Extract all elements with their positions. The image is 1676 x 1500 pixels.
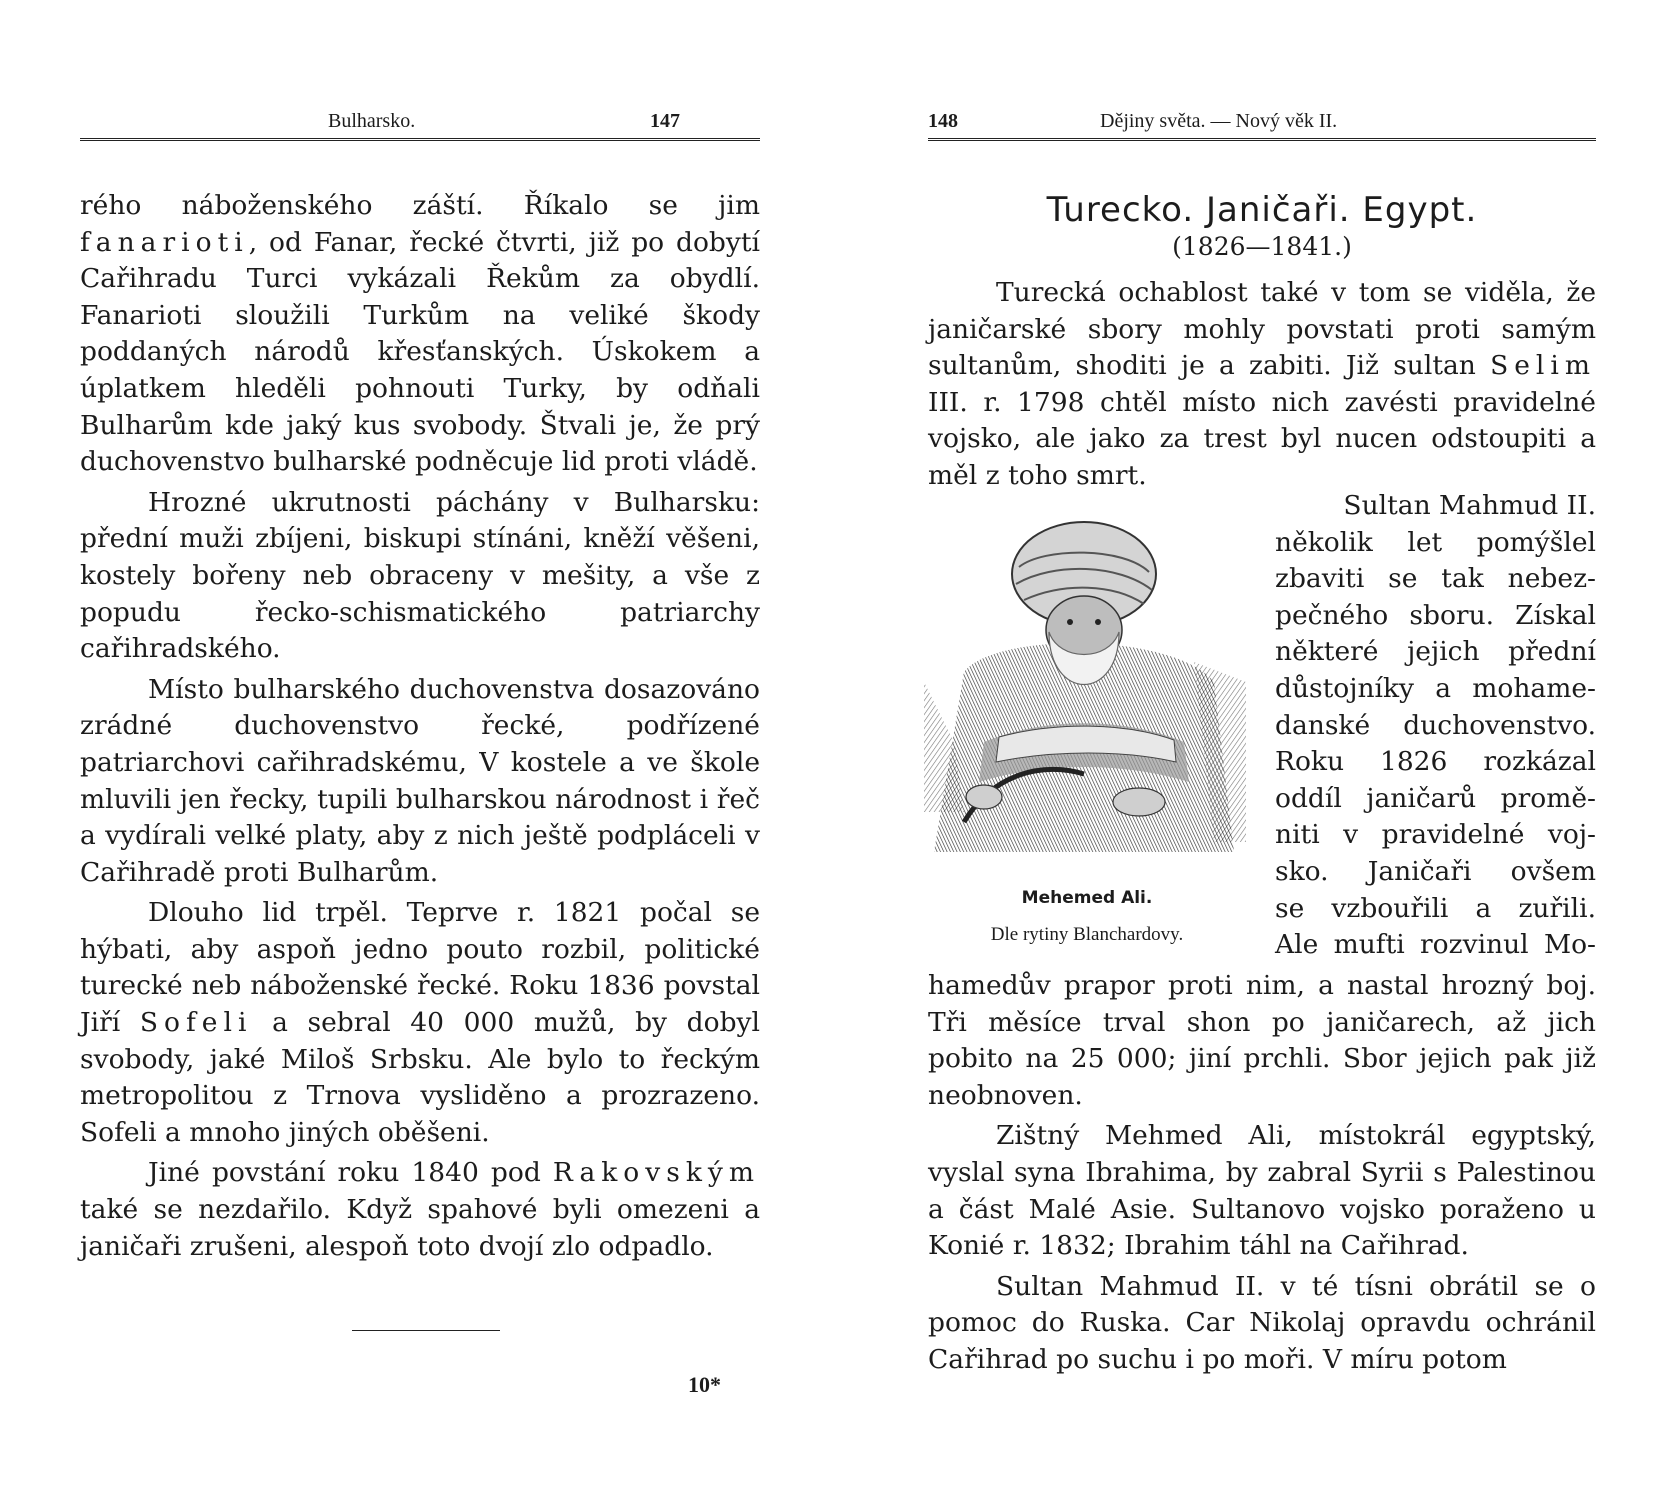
paragraph-uprising-1821: Dlouho lid trpěl. Teprve r. 1821 počal se hýbati, aby aspoň jedno pouto rozbil, politické turecké neb náboženské řecké. Roku 1836 povstal Jiří Sofeli a sebral 40 000 mužů, by dobyl svobody, jaké Miloš Srbsku. Ale bylo to řeckým metropolitou z Trnova vysliděno a prozrazeno. Sofeli a mnoho jiných oběšeni.: [80, 897, 760, 1148]
side-line: Roku 1826 rozkázal: [1275, 746, 1596, 778]
left-body-text: [80, 188, 760, 1269]
left-header-title: Bulharsko.: [328, 110, 416, 132]
caption-name: Mehemed Ali.: [1021, 888, 1153, 908]
section-title: Turecko. Janičaři. Egypt.: [1046, 190, 1478, 230]
caption-source: Dle rytiny Blanchardovy.: [990, 924, 1184, 945]
signature-mark: 10*: [688, 1372, 721, 1397]
left-page-header: [80, 110, 760, 140]
paragraph-mehmed-ali: Zištný Mehmed Ali, místokrál egyptský, vyslal syna Ibrahima, by zabral Syrii s Palestinou a část Malé Asie. Sultanovo vojsko poraženo u Konié r. 1832; Ibrahim táhl na Cařihrad.: [928, 1120, 1596, 1262]
paragraph-mahmud-russia: Sultan Mahmud II. v té tísni obrátil se o pomoc do Ruska. Car Nikolaj opravdu ochránil Cařihrad po suchu i po moři. V míru potom: [928, 1270, 1596, 1375]
chapter-end-rule: [352, 1330, 500, 1331]
side-line: se vzbouřili a zuřili.: [1275, 892, 1596, 924]
left-page: [80, 0, 760, 1500]
emphasis-rakovsky: Rakovským: [552, 1157, 760, 1189]
portrait-engraving: [924, 512, 1246, 862]
right-header-rule: [928, 138, 1596, 144]
side-line: oddíl janičarů promě-: [1275, 782, 1596, 814]
side-line: několik let pomýšlel: [1275, 526, 1596, 558]
side-line: sko. Janičaři ovšem: [1275, 855, 1596, 887]
side-line: důstojníky a mohame-: [1275, 672, 1596, 704]
emphasis-fanarioti: fanarioti: [80, 226, 249, 258]
side-line: Ale mufti rozvinul Mo-: [1275, 929, 1596, 961]
right-intro-text: [928, 275, 1596, 499]
paragraph-fanarioti: rého náboženského záští. Říkalo se jim fanarioti, od Fanar, řecké čtvrti, již po dobytí Cařihradu Turci vykázali Řekům za obydlí. Fanarioti sloužili Turkům na veliké škody poddaných národů křesťanských. Úskokem a úplatkem hleděli pohnouti Turky, by odňali Bulharům kde jaký kus svobody. Štvali je, že prý duchovenstvo bulharské podněcuje lid proti vládě.: [80, 190, 760, 478]
side-line: některé jejich přední: [1275, 636, 1596, 668]
paragraph-mufti-continued: hamedův prapor proti nim, a nastal hrozný boj. Tři měsíce trval shon po janičarech, až jich pobito na 25 000; jiní prchli. Sbor jejich pak již neobnoven.: [928, 970, 1596, 1111]
right-body-text: [928, 968, 1596, 1383]
paragraph-clergy: Místo bulharského duchovenstva dosazováno zrádné duchovenstvo řecké, podřízené patriarchovi cařihradskému, V kostele a ve škole mluvili jen řecky, tupili bulharskou národnost i řeč a vydírali velké platy, aby z nich ještě podpláceli v Cařihradě proti Bulharům.: [80, 673, 760, 888]
emphasis-sofeli: Sofeli: [139, 1007, 253, 1039]
emphasis-selim: Selim: [1490, 350, 1596, 382]
side-line: Sultan Mahmud II.: [1343, 490, 1596, 521]
side-line: zbaviti se tak nebez-: [1275, 563, 1596, 595]
side-line: niti v pravidelné voj-: [1275, 819, 1596, 851]
side-column-text: [1275, 488, 1596, 964]
section-years: (1826—1841.): [1172, 232, 1352, 261]
right-page: [928, 0, 1596, 1500]
paragraph-atrocities: Hrozné ukrutnosti páchány v Bulharsku: přední muži zbíjeni, biskupi stínáni, kněží věšeni, kostely bořeny neb obraceny v mešity, a vše z popudu řecko-schismatického patriarchy cařihradského.: [80, 486, 760, 665]
portrait-illustration: [924, 512, 1246, 862]
left-header-rule: [80, 138, 760, 144]
right-page-number: 148: [928, 110, 958, 132]
side-line: danské duchovenstvo.: [1275, 709, 1596, 741]
right-page-header: [928, 110, 1596, 140]
side-line: pečného sboru. Získal: [1275, 599, 1596, 631]
left-page-number: 147: [650, 110, 680, 132]
paragraph-uprising-1840: Jiné povstání roku 1840 pod Rakovským také se nezdařilo. Když spahové byli omezeni a janičaři zrušeni, alespoň toto dvojí zlo odpadlo.: [80, 1157, 760, 1262]
right-header-title: Dějiny světa. — Nový věk II.: [1100, 110, 1338, 132]
paragraph-janissaries: Turecká ochablost také v tom se viděla, že janičarské sbory mohly povstati proti samým sultanům, shoditi je a zabiti. Již sultan Selim III. r. 1798 chtěl místo nich zavésti pravidelné vojsko, ale jako za trest byl nucen odstoupiti a měl z toho smrt.: [928, 277, 1596, 491]
